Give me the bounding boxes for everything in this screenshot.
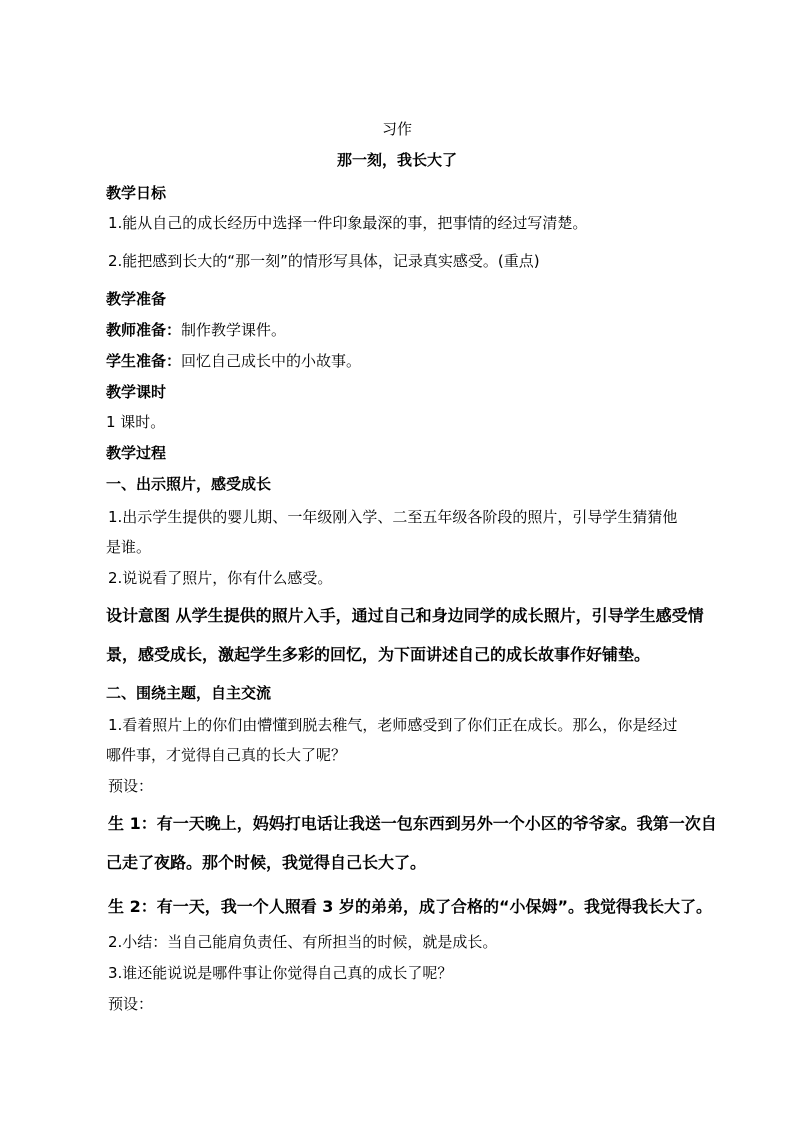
subsection-heading: 一、出示照片，感受成长 [106, 475, 272, 493]
student-response: 生 2：有一天，我一个人照看 3 岁的弟弟，成了合格的“小保姆”。我觉得我长大了。 [108, 897, 713, 916]
section-heading: 教学日标 [106, 184, 167, 202]
document-subtitle: 那一刻，我长大了 [336, 151, 457, 169]
paragraph: 3.谁还能说说是哪件事让你觉得自己真的成长了呢？ [108, 964, 453, 982]
objective-2: 2.能把感到长大的“那一刻”的情形写具体，记录真实感受。(重点) [108, 252, 540, 270]
section-heading: 教学课时 [106, 383, 167, 401]
label: 学生准备： [106, 352, 182, 370]
paragraph: 2.小结：当自己能肩负责任、有所担当的时候，就是成长。 [108, 933, 498, 951]
design-intent: 设计意图 从学生提供的照片入手，通过自己和身边同学的成长照片，引导学生感受情 [106, 606, 704, 625]
paragraph: 预设： [108, 777, 154, 795]
student-prep [106, 351, 361, 371]
paragraph: 2.说说看了照片，你有什么感受。 [108, 569, 333, 587]
student-response: 生 1：有一天晚上，妈妈打电话让我送一包东西到另外一个小区的爷爷家。我第一次自 [108, 814, 717, 833]
teacher-prep [106, 320, 286, 340]
value: 制作教学课件。 [181, 321, 287, 339]
section-heading: 教学过程 [106, 444, 167, 462]
paragraph: 哪件事，才觉得自己真的长大了呢？ [106, 746, 347, 764]
objective-1: 1.能从自己的成长经历中选择一件印象最深的事，把事情的经过写清楚。 [108, 214, 588, 232]
design-intent: 景，感受成长，激起学生多彩的回忆，为下面讲述自己的成长故事作好铺垫。 [106, 645, 651, 664]
value: 回忆自己成长中的小故事。 [181, 352, 362, 370]
document-title: 习作 [381, 120, 412, 138]
paragraph: 是谁。 [106, 538, 152, 556]
paragraph: 1 课时。 [106, 413, 166, 431]
label: 教师准备： [106, 321, 182, 339]
paragraph: 预设： [108, 995, 154, 1013]
subsection-heading: 二、围绕主题，自主交流 [106, 684, 272, 702]
paragraph: 1.出示学生提供的婴儿期、一年级刚入学、二至五年级各阶段的照片，引导学生猜猜他 [108, 508, 678, 526]
paragraph: 1.看着照片上的你们由懵懂到脱去稚气，老师感受到了你们正在成长。那么，你是经过 [108, 716, 678, 734]
student-response: 己走了夜路。那个时候，我觉得自己长大了。 [106, 853, 427, 872]
section-heading: 教学准备 [106, 290, 167, 308]
